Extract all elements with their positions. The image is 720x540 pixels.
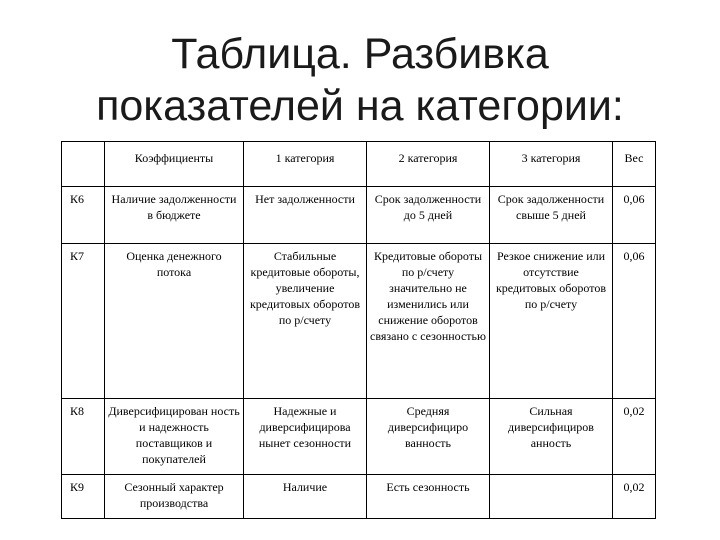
row-code: К6	[62, 187, 105, 244]
slide-title	[0, 28, 720, 132]
row-code: К8	[62, 399, 105, 475]
row-coefficient: Диверсифицирован ность и надежность поставщиков и покупателей	[105, 399, 244, 475]
header-cell-category-1: 1 категория	[244, 142, 367, 187]
row-category-1: Наличие	[244, 475, 367, 519]
categories-table	[61, 141, 656, 519]
row-code: К9	[62, 475, 105, 519]
row-weight: 0,02	[613, 399, 656, 475]
row-weight: 0,06	[613, 244, 656, 399]
row-weight: 0,02	[613, 475, 656, 519]
row-category-2: Срок задолженности до 5 дней	[367, 187, 490, 244]
row-coefficient: Наличие задолженности в бюджете	[105, 187, 244, 244]
row-category-2: Есть сезонность	[367, 475, 490, 519]
row-category-3	[490, 475, 613, 519]
row-category-1: Стабильные кредитовые обороты, увеличение кредитовых оборотов по р/счету	[244, 244, 367, 399]
table-row	[62, 244, 656, 399]
row-category-2: Кредитовые обороты по р/счету значительно не изменились или снижение оборотов связано с сезонностью	[367, 244, 490, 399]
slide-title-line-1: Таблица. Разбивка	[171, 30, 549, 78]
header-cell-code	[62, 142, 105, 187]
header-cell-weight: Вес	[613, 142, 656, 187]
row-weight: 0,06	[613, 187, 656, 244]
table-row	[62, 399, 656, 475]
header-cell-category-2: 2 категория	[367, 142, 490, 187]
header-cell-category-3: 3 категория	[490, 142, 613, 187]
row-category-3: Резкое снижение или отсутствие кредитовых оборотов по р/счету	[490, 244, 613, 399]
row-code: К7	[62, 244, 105, 399]
row-category-2: Средняя диверсифициро ванность	[367, 399, 490, 475]
row-category-1: Нет задолженности	[244, 187, 367, 244]
slide-title-line-2: показателей на категории:	[96, 82, 624, 130]
row-coefficient: Оценка денежного потока	[105, 244, 244, 399]
table-row	[62, 187, 656, 244]
table-row	[62, 475, 656, 519]
row-category-1: Надежные и диверсифицирова нынет сезонности	[244, 399, 367, 475]
row-category-3: Срок задолженности свыше 5 дней	[490, 187, 613, 244]
row-category-3: Сильная диверсифициров анность	[490, 399, 613, 475]
header-row	[62, 142, 656, 187]
header-cell-coefficients: Коэффициенты	[105, 142, 244, 187]
row-coefficient: Сезонный характер производства	[105, 475, 244, 519]
